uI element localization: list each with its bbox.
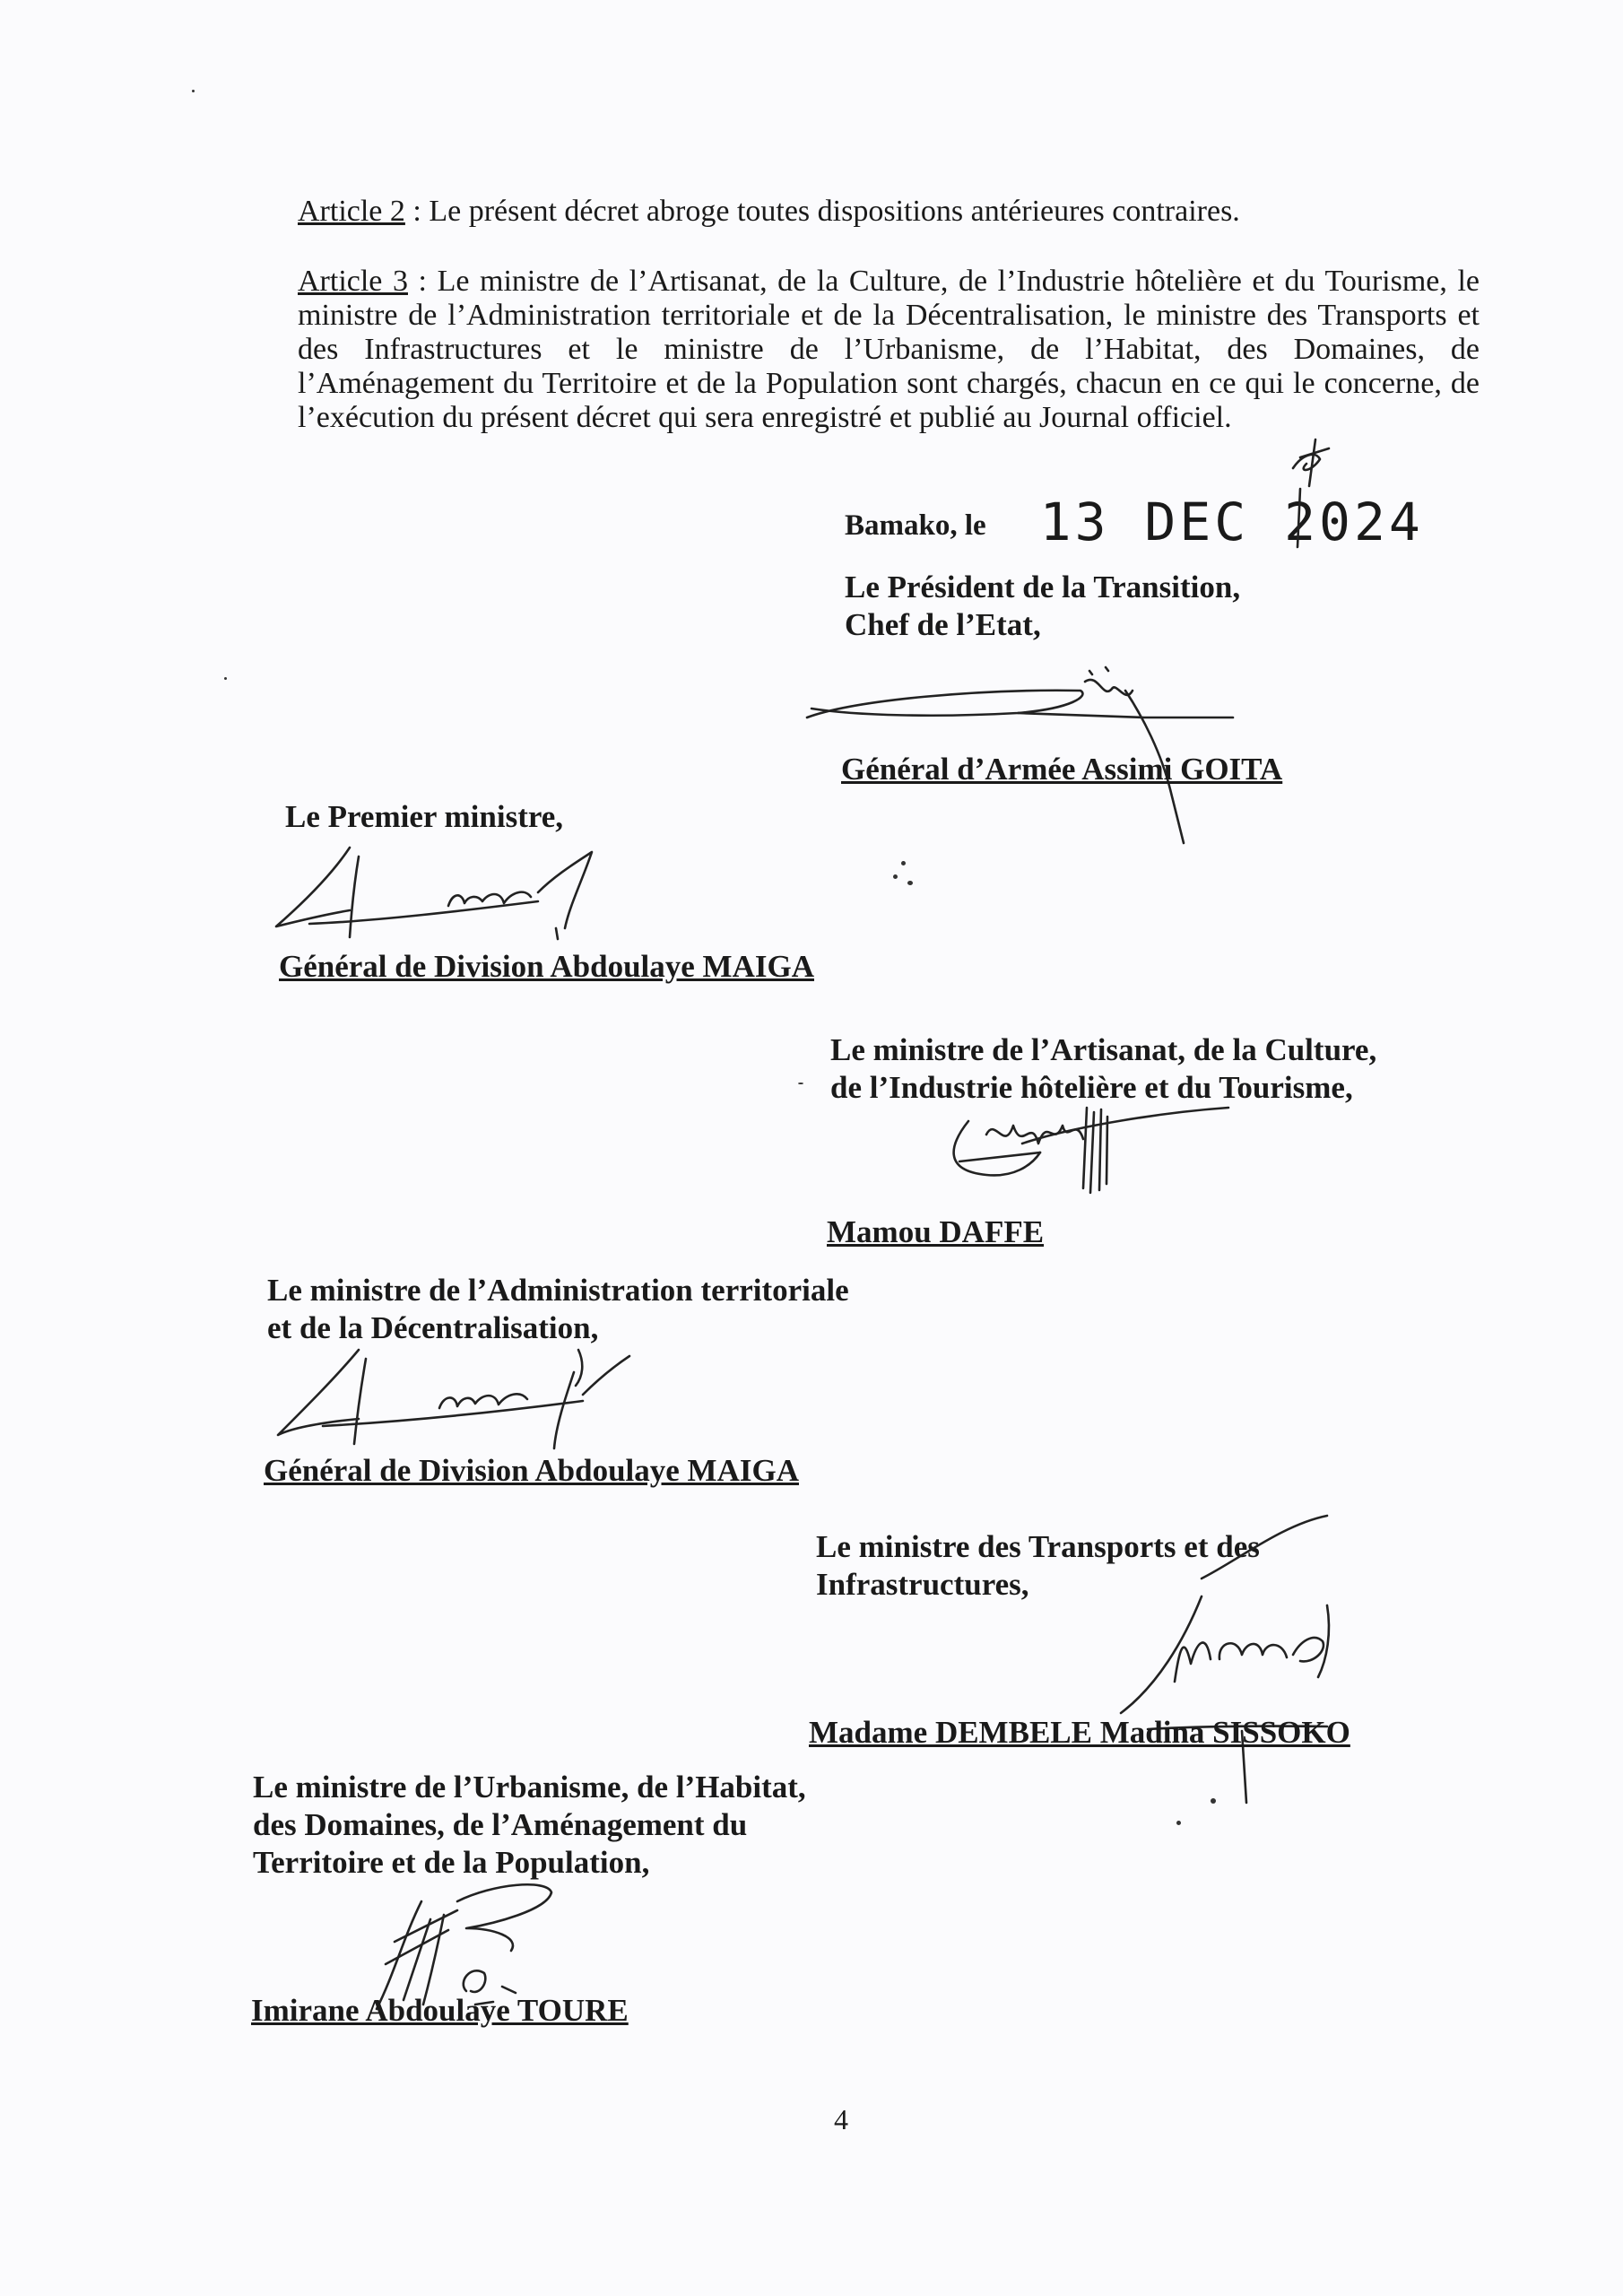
prime-minister-title: Le Premier ministre, bbox=[285, 799, 564, 834]
scan-speck bbox=[224, 677, 227, 680]
president-title-line-1: Le Président de la Transition, bbox=[845, 570, 1241, 604]
place-date-prefix: Bamako, le bbox=[845, 509, 986, 542]
date-stamp: 13 DEC 2024 bbox=[1039, 491, 1424, 552]
minister-transport-signature bbox=[1058, 1507, 1354, 1839]
minister-urbanism-title-line-3: Territoire et de la Population, bbox=[253, 1845, 650, 1880]
minister-urbanism-name: Imirane Abdoulaye TOURE bbox=[251, 1993, 629, 2028]
scan-speck bbox=[893, 874, 898, 879]
president-title-line-2: Chef de l’Etat, bbox=[845, 607, 1041, 642]
article-2-text: : Le présent décret abroge toutes dispositions antérieures contraires. bbox=[404, 195, 1240, 228]
prime-minister-name: Général de Division Abdoulaye MAIGA bbox=[279, 949, 814, 984]
article-3-text: : Le ministre de l’Artisanat, de la Culture, de l’Industrie hôtelière et du Tourisme, le ministre de l’Administration territoriale et de la Décentralisation, le ministre des Transports et des Infrastructures et le ministre de l’Urbanisme, de l’Habitat, des Domaines, de l’Aménagement du Territoire et de la Population sont chargés, chacun en ce qui le concerne, de l’exécution du présent décret qui sera enregistré et publié au Journal officiel. bbox=[298, 265, 1480, 434]
minister-urbanism-title-line-1: Le ministre de l’Urbanisme, de l’Habitat, bbox=[253, 1770, 806, 1805]
scan-speck bbox=[901, 861, 906, 865]
minister-culture-title-line-1: Le ministre de l’Artisanat, de la Culture, bbox=[830, 1032, 1377, 1067]
page-number: 4 bbox=[834, 2103, 848, 2135]
minister-transport-title-line-2: Infrastructures, bbox=[816, 1567, 1029, 1602]
minister-admin-signature bbox=[260, 1336, 637, 1453]
prime-minister-signature bbox=[269, 839, 628, 946]
scan-speck bbox=[192, 90, 195, 92]
article-2-label: Article 2 bbox=[298, 195, 405, 228]
scan-speck bbox=[798, 1083, 803, 1084]
article-3-label: Article 3 bbox=[298, 265, 408, 298]
article-2 bbox=[298, 195, 1480, 229]
minister-culture-name: Mamou DAFFE bbox=[827, 1214, 1045, 1249]
minister-transport-name: Madame DEMBELE Madina SISSOKO bbox=[809, 1715, 1350, 1750]
minister-admin-title-line-1: Le ministre de l’Administration territoriale bbox=[267, 1273, 849, 1308]
minister-admin-title-line-2: et de la Décentralisation, bbox=[267, 1310, 599, 1345]
date-tick-mark bbox=[1291, 484, 1309, 556]
scan-speck bbox=[1176, 1821, 1181, 1825]
minister-culture-title-line-2: de l’Industrie hôtelière et du Tourisme, bbox=[830, 1070, 1353, 1105]
president-title bbox=[845, 569, 1240, 644]
minister-admin-name: Général de Division Abdoulaye MAIGA bbox=[264, 1453, 799, 1488]
article-3 bbox=[298, 265, 1480, 435]
scan-speck bbox=[1211, 1798, 1216, 1804]
minister-culture-signature bbox=[933, 1090, 1237, 1206]
scan-speck bbox=[907, 881, 913, 885]
minister-urbanism-title bbox=[253, 1769, 806, 1882]
president-name: Général d’Armée Assimi GOITA bbox=[841, 752, 1283, 787]
minister-transport-title-line-1: Le ministre des Transports et des bbox=[816, 1529, 1260, 1564]
minister-urbanism-title-line-2: des Domaines, de l’Aménagement du bbox=[253, 1807, 748, 1842]
place-date bbox=[845, 491, 1424, 552]
